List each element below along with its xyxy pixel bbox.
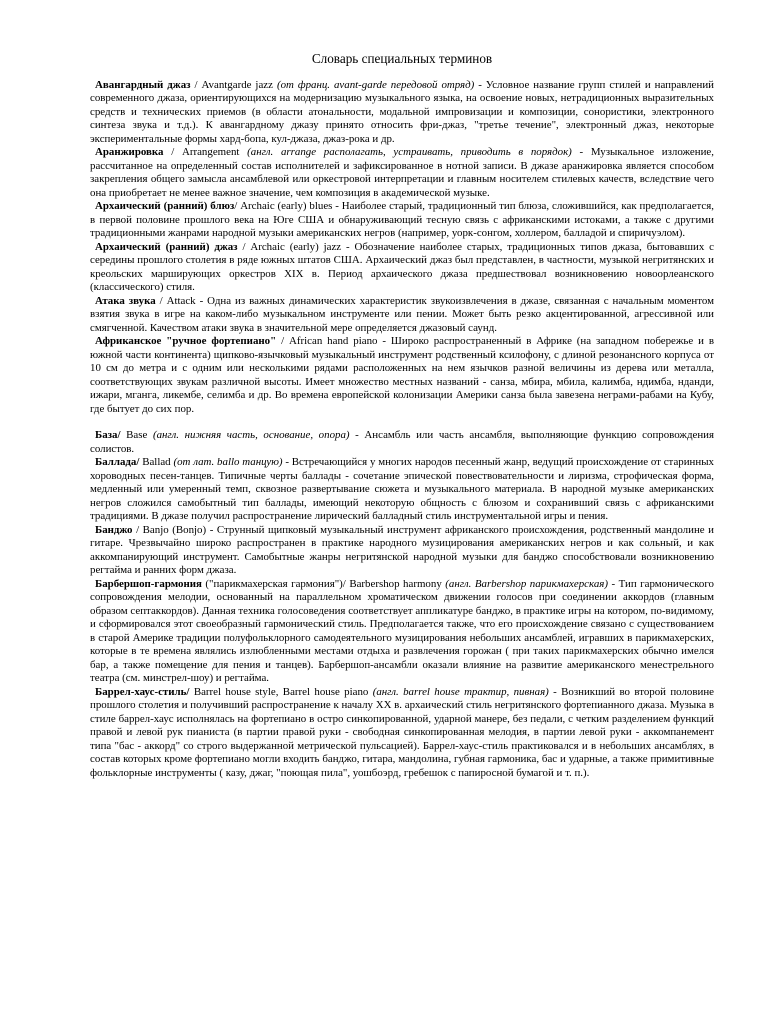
entry-separator: /	[155, 294, 167, 307]
entry-original: Arrangement	[181, 146, 248, 158]
document-page	[90, 52, 714, 780]
glossary-entry	[90, 429, 714, 456]
entry-original: African hand piano	[289, 335, 378, 347]
entry-original: Ballad	[142, 456, 174, 468]
entry-definition: - Обозначение наиболее старых, традиционных типов джаза, бытовавших с середины прошлого столетия в ряде южных штатов США. Архаический джаз был представлен, в частности, музыкой негритянских и креольских марширующих оркестров XIX в. Период архаического джаза предшествовал возникновению новоорлеанского (классического) стиля.	[90, 240, 714, 293]
entry-term: Барбершоп-гармония	[95, 577, 202, 590]
entry-original: Base	[126, 429, 153, 441]
entry-definition: - Ансамбль или часть ансамбля, выполняющие функцию сопровождения солистов.	[90, 429, 714, 455]
entry-term: Атака звука	[95, 294, 156, 307]
glossary-entry	[90, 524, 714, 578]
entry-separator: /	[163, 146, 182, 158]
entry-original: Archaic (early) jazz	[250, 240, 342, 253]
entry-definition: - Возникший во второй половине прошлого столетия и получивший распространение к началу XX в. архаический стиль негритянского фортепианного джаза. Музыка в стиле баррел-хаус исполнялась на фортепиано в остро синкопированной, ударной манере, без педали, с четким разделением функций правой и левой рук пианиста (в партии правой руки - свободная синкопированная мелодия, в партии левой руки - аккомпанемент типа "бас - аккорд" со строго выдержанной метрической пульсацией). Баррел-хаус-стиль практиковался и в небольших ансамблях, в состав которых кроме фортепиано могли входить банджо, гитара, мандолина, губная гармоника, бас и ударные, а также примитивные фольклорные инструменты ( казу, джаг, "поющая пила", уошбоэрд, гребешок с папиросной бумагой и т. п.).	[90, 685, 714, 779]
entry-definition: - Широко распространенный в Африке (на западном побережье и в южной части континента) щипково-язычковый музыкальный инструмент родственный ксилофону, с длиной резонансного корпуса от 10 см до метра и с одним или несколькими рядами расположенных на нем язычков разной величины из дерева или металла, соответствующих звукам различной высоты. Имеет множество местных названий - санза, мбира, мбила, калимба, ндимба, нданди, ижари, мганга, ликембе, селимба и др. Во времена европейской колонизации Америки санза была завезена неграми-рабами на Кубу, где бытует до сих пор.	[90, 335, 714, 415]
glossary-entry	[90, 335, 714, 416]
glossary-entry	[90, 146, 714, 200]
entry-etymology: (англ. barrel house трактир, пивная)	[372, 685, 549, 698]
entry-separator: /	[234, 200, 241, 212]
entry-term: Африканское "ручное фортепиано"	[95, 335, 277, 347]
entry-original: Avantgarde jazz	[201, 78, 277, 91]
entry-etymology: (от лат. ballo танцую)	[173, 456, 283, 468]
entry-etymology: (англ. нижняя часть, основание, опора)	[152, 429, 350, 441]
glossary-entry	[90, 578, 714, 686]
entry-term: Архаический (ранний) блюз	[95, 200, 235, 212]
entry-separator: ("парикмахерская гармония")/	[201, 577, 350, 590]
entry-definition: - Тип гармонического сопровождения мелодии, основанный на параллельном хроматическом движении голосов при соединении аккордов (главным образом септаккордов). Данная техника голосоведения соответствует аппликатуре банджо, в практике игры на котором, по-видимому, и сформировался этот своеобразный гармонический стиль. Предполагается также, что его происхождение связано с существованием в старой Америке традиции полуфольклорного самодеятельного музицирования небольших ансамблей, игравших в парикмахерских, которые в те времена являлись излюбленными местами отдыха и развлечения горожан ( при таких парикмахерских обычно имелся бар, а также помещение для пения и танцев). Барбершоп-ансамбли оказали влияние на развитие американского менестрельного театра (см. минстрел-шоу) и регтайма.	[90, 577, 714, 684]
entry-etymology: (от франц. avant-garde передовой отряд)	[276, 78, 475, 91]
entry-term: Авангардный джаз	[95, 78, 191, 91]
glossary-entry	[90, 200, 714, 241]
section-gap	[90, 416, 714, 429]
entry-original: Barbershop harmony	[349, 577, 446, 590]
entry-original: Barrel house style, Barrel house piano	[193, 685, 373, 698]
entry-definition: - Одна из важных динамических характеристик звукоизвлечения в джазе, связанная с начальным моментом взятия звука в игре на каком-либо музыкальном инструменте или пении. Может быть резко акцентированной, агрессивной или смягченной. Качеством атаки звука в значительной мере определяется джазовый саунд.	[90, 294, 714, 334]
entry-term: Банджо	[95, 523, 133, 536]
entry-separator: /	[132, 523, 143, 536]
entry-etymology: (англ. arrange располагать, устраивать, приводить в порядок)	[247, 146, 572, 158]
entry-term: Баррел-хаус-стиль/	[95, 685, 190, 698]
entry-etymology: (англ. Barbershop парикмахерская)	[445, 577, 608, 590]
glossary-entry	[90, 241, 714, 295]
entry-original: Banjo (Bonjo)	[142, 523, 207, 536]
entry-definition: - Условное название групп стилей и направлений современного джаза, ориентирующихся на модернизацию музыкального языка, на освоение новых, нетрадиционных выразительных средств и технических приемов (в области атональности, модальной импровизации и композиции, сонористики, электронного синтеза звука и т.д.). К авангардному джазу принято относить фри-джаз, "третье течение", электронный джаз, некоторые экспериментальные формы хард-бопа, кул-джаза, джаз-рока и др.	[90, 78, 714, 145]
entry-separator: /	[276, 335, 290, 347]
glossary-entry	[90, 686, 714, 781]
entry-original: Attack	[166, 294, 196, 307]
entry-definition: - Наиболее старый, традиционный тип блюза, сложившийся, как предполагается, в первой половине прошлого века на Юге США и обнаруживающий тесную связь с африканскими истоками, а также с другими традиционными жанрами народной музыки американских негров (например, уорк-сонгом, холлером, балладой и спиричуэлом).	[90, 200, 715, 239]
glossary-entry	[90, 456, 714, 524]
glossary-entry	[90, 295, 714, 336]
entry-term: Баллада/	[95, 456, 140, 468]
entry-term: База/	[95, 429, 121, 441]
entry-term: Аранжировка	[95, 146, 164, 158]
entry-definition: - Струнный щипковый музыкальный инструмент африканского происхождения, родственный мандолине и гитаре. Чрезвычайно широко распространен в практике народного музицирования американских негров и как сольный, и как аккомпанирующий инструмент. Самобытные жанры негритянской народной музыки для банджо способствовали возникновению регтайма и ранних форм джаза.	[90, 523, 714, 576]
page-title: Словарь специальных терминов	[311, 51, 493, 66]
entry-definition: - Музыкальное изложение, рассчитанное на определенный состав исполнителей и зафиксированное в нотной записи. В джазе аранжировка является способом закрепления общего замысла ансамблевой или оркестровой интерпретации и главным носителем стилевых качеств, вследствие чего она приобретает не менее важное значение, чем композиция в академической музыке.	[90, 146, 714, 199]
glossary-entry	[90, 79, 714, 147]
entry-separator: /	[237, 240, 251, 253]
entry-term: Архаический (ранний) джаз	[95, 240, 238, 253]
entry-original: Archaic (early) blues	[240, 200, 333, 212]
entry-definition: - Встречающийся у многих народов песенный жанр, ведущий происхождение от старинных хороводных песен-танцев. Типичные черты баллады - сочетание эпической повествовательности и лиризма, строфическая форма, медленный или умеренный темп, сквозное развертывание сюжета и музыкального материала. В народной музыке американских негров сложился самобытный тип баллады, имеющий некоторую общность с блюзом и сохранивший связь с африканскими традициями. В джазе получил распространение лирический балладный стиль инструментальной игры и пения.	[90, 456, 714, 522]
entry-separator: /	[190, 78, 202, 91]
